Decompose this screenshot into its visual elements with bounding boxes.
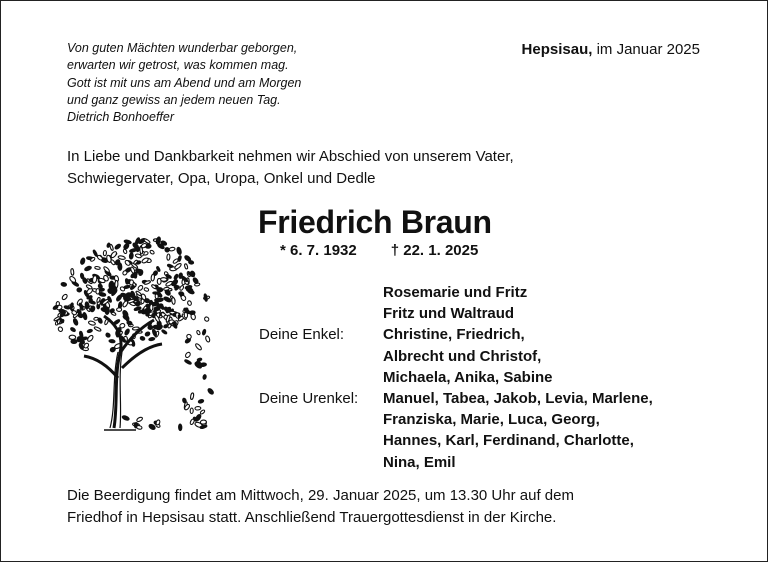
death-date: † 22. 1. 2025 bbox=[390, 242, 479, 259]
intro-line: Schwiegervater, Opa, Uropa, Onkel und Dedle bbox=[67, 169, 376, 187]
family-line: Albrecht und Christof, bbox=[383, 347, 542, 365]
quote-line: und ganz gewiss an jedem neuen Tag. bbox=[67, 92, 281, 107]
quote-line: Gott ist mit uns am Abend und am Morgen bbox=[67, 75, 302, 90]
deceased-name: Friedrich Braun bbox=[258, 204, 492, 240]
family-line: Nina, Emil bbox=[383, 453, 456, 471]
funeral-line: Die Beerdigung findet am Mittwoch, 29. Januar 2025, um 13.30 Uhr auf dem bbox=[67, 487, 574, 504]
quote-author: Dietrich Bonhoeffer bbox=[67, 110, 175, 125]
family-names bbox=[383, 282, 653, 473]
family-line: Manuel, Tabea, Jakob, Levia, Marlene, bbox=[383, 390, 653, 408]
family-line: Hannes, Karl, Ferdinand, Charlotte, bbox=[383, 432, 634, 450]
tree-with-falling-leaves-icon bbox=[44, 228, 216, 434]
family-line: Franziska, Marie, Luca, Georg, bbox=[383, 411, 600, 429]
family-labels bbox=[259, 282, 358, 409]
place-date bbox=[522, 41, 700, 58]
birth-date: * 6. 7. 1932 bbox=[280, 242, 357, 259]
funeral-line: Friedhof in Hepsisau statt. Anschließend Trauergottesdienst in der Kirche. bbox=[67, 508, 557, 526]
great-grandchildren-label: Deine Urenkel: bbox=[259, 390, 359, 408]
place-name: Hepsisau, bbox=[521, 41, 593, 58]
grandchildren-label: Deine Enkel: bbox=[259, 326, 345, 344]
family-line: Michaela, Anika, Sabine bbox=[383, 368, 553, 386]
intro-line: In Liebe und Dankbarkeit nehmen wir Abschied von unserem Vater, bbox=[67, 148, 514, 165]
family-line: Fritz und Waltraud bbox=[383, 305, 515, 323]
notice-date: im Januar 2025 bbox=[596, 41, 700, 58]
life-dates bbox=[280, 242, 512, 259]
bonhoeffer-quote bbox=[67, 40, 301, 126]
funeral-info bbox=[67, 485, 574, 528]
quote-line: Von guten Mächten wunderbar geborgen, bbox=[67, 41, 298, 55]
quote-line: erwarten wir getrost, was kommen mag. bbox=[67, 58, 289, 73]
family-line: Christine, Friedrich, bbox=[383, 326, 525, 344]
family-line: Rosemarie und Fritz bbox=[383, 284, 528, 301]
intro-text bbox=[67, 146, 514, 189]
